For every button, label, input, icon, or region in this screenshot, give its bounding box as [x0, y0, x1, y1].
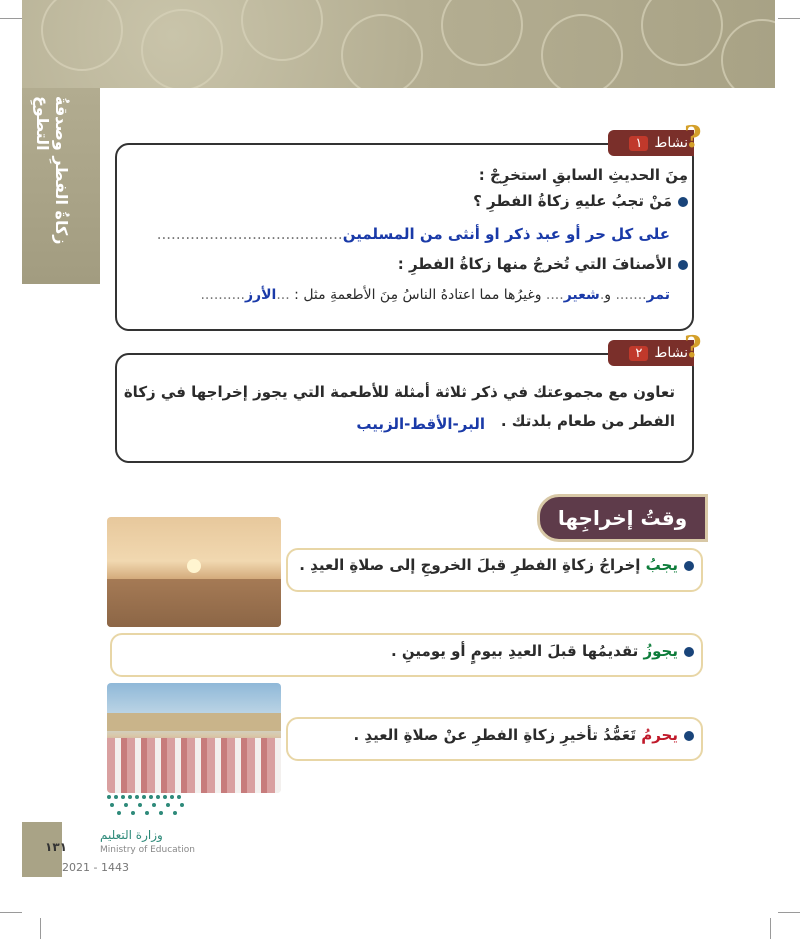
band-edge — [100, 88, 775, 98]
crop-mark — [0, 18, 22, 19]
rule-forbidden — [354, 726, 695, 744]
activity-1-answer-1-line — [110, 225, 670, 243]
crowd-pattern — [107, 738, 281, 793]
crop-mark — [0, 912, 22, 913]
activity-1-badge — [608, 130, 694, 156]
dotted-leader: .... — [545, 287, 564, 303]
activity-1-intro: مِنَ الحديثِ السابقِ استخرِجْ : — [478, 166, 688, 184]
crop-mark — [778, 912, 800, 913]
question-mark-icon: ? — [684, 330, 702, 365]
activity-1-answer-2-line — [110, 287, 670, 303]
rule-must — [299, 556, 694, 574]
header-pattern-band — [22, 0, 775, 88]
eid-prayer-photo — [107, 683, 281, 793]
answer-item-rice: الأرز — [245, 287, 277, 303]
question-text: مَنْ تجبُ عليهِ زكاةُ الفطرِ ؟ — [473, 192, 672, 210]
sunrise-photo — [107, 517, 281, 627]
bullet-icon — [678, 197, 688, 207]
dotted-leader: ....................................... — [156, 225, 343, 243]
ministry-name: وزارة التعليم — [100, 828, 163, 842]
rule-text: تَعَمُّدُ تأخيرِ زكاةِ الفطرِ عنْ صلاةِ العيدِ . — [353, 726, 636, 744]
dotted-leader: .......... — [200, 287, 245, 303]
answer-connector-text: وغيرُها مما اعتادهُ الناسُ مِنَ الأطعمةِ مثل : — [294, 287, 542, 303]
activity-2-prompt-line-1: تعاون مع مجموعتك في ذكر ثلاثة أمثلة للأطعمة التي يجوز إخراجها في زكاة — [123, 383, 675, 401]
activity-2-answer: البر-الأقط-الزبيب — [356, 415, 485, 433]
sun-shape — [187, 559, 201, 573]
activity-2-card — [115, 353, 694, 463]
rule-keyword: يجبُ — [645, 556, 678, 574]
activity-2-prompt-line-2: الفطر من طعام بلدتك . — [500, 412, 675, 430]
rule-keyword: يجوزُ — [643, 642, 678, 660]
conjunction: و — [604, 287, 612, 303]
activity-1-question-2 — [398, 255, 688, 273]
rule-text: إخراجُ زكاةِ الفطرِ قبلَ الخروجِ إلى صلاةِ العيدِ . — [299, 556, 641, 574]
bullet-icon — [684, 561, 694, 571]
ministry-name-en: Ministry of Education — [100, 845, 195, 855]
answer-item-barley: شعير — [563, 287, 600, 303]
rule-permitted — [391, 642, 694, 660]
bullet-icon — [678, 260, 688, 270]
crop-mark — [770, 918, 771, 939]
activity-1-badge-number: ١ — [629, 136, 648, 151]
desert-ground — [107, 579, 281, 627]
crop-mark — [40, 918, 41, 939]
activity-2-badge-label: نشاط — [654, 345, 688, 361]
activity-1-badge-label: نشاط — [654, 135, 688, 151]
bullet-icon — [684, 647, 694, 657]
crop-mark — [778, 18, 800, 19]
ministry-logo-icon — [104, 792, 194, 822]
activity-2-badge — [608, 340, 694, 366]
question-mark-icon: ? — [684, 120, 702, 155]
rule-text: تقديمُها قبلَ العيدِ بيومٍ أو يومينِ . — [391, 642, 639, 660]
activity-1-question-1 — [473, 192, 688, 210]
edition-year: 2021 - 1443 — [62, 861, 129, 874]
chapter-title: زكاةُ الفطرِ وصدقةُ التطوعِ — [33, 96, 71, 245]
activity-2-badge-number: ٢ — [629, 346, 648, 361]
dotted-leader: . — [599, 287, 605, 303]
page-number: ١٣١ — [45, 840, 67, 854]
bullet-icon — [684, 731, 694, 741]
dotted-leader: ....... — [615, 287, 647, 303]
question-text: الأصنافَ التي تُخرجُ منها زكاةُ الفطرِ : — [397, 255, 672, 273]
section-heading-time: وقتُ إخراجِها — [537, 494, 708, 542]
answer-item-dates: تمر — [646, 287, 670, 303]
building-wall — [107, 713, 281, 731]
rule-keyword: يحرمُ — [641, 726, 678, 744]
activity-1-answer-1: على كل حر أو عبد ذكر او أنثى من المسلمين — [342, 225, 670, 243]
dotted-leader: ... — [276, 287, 290, 303]
